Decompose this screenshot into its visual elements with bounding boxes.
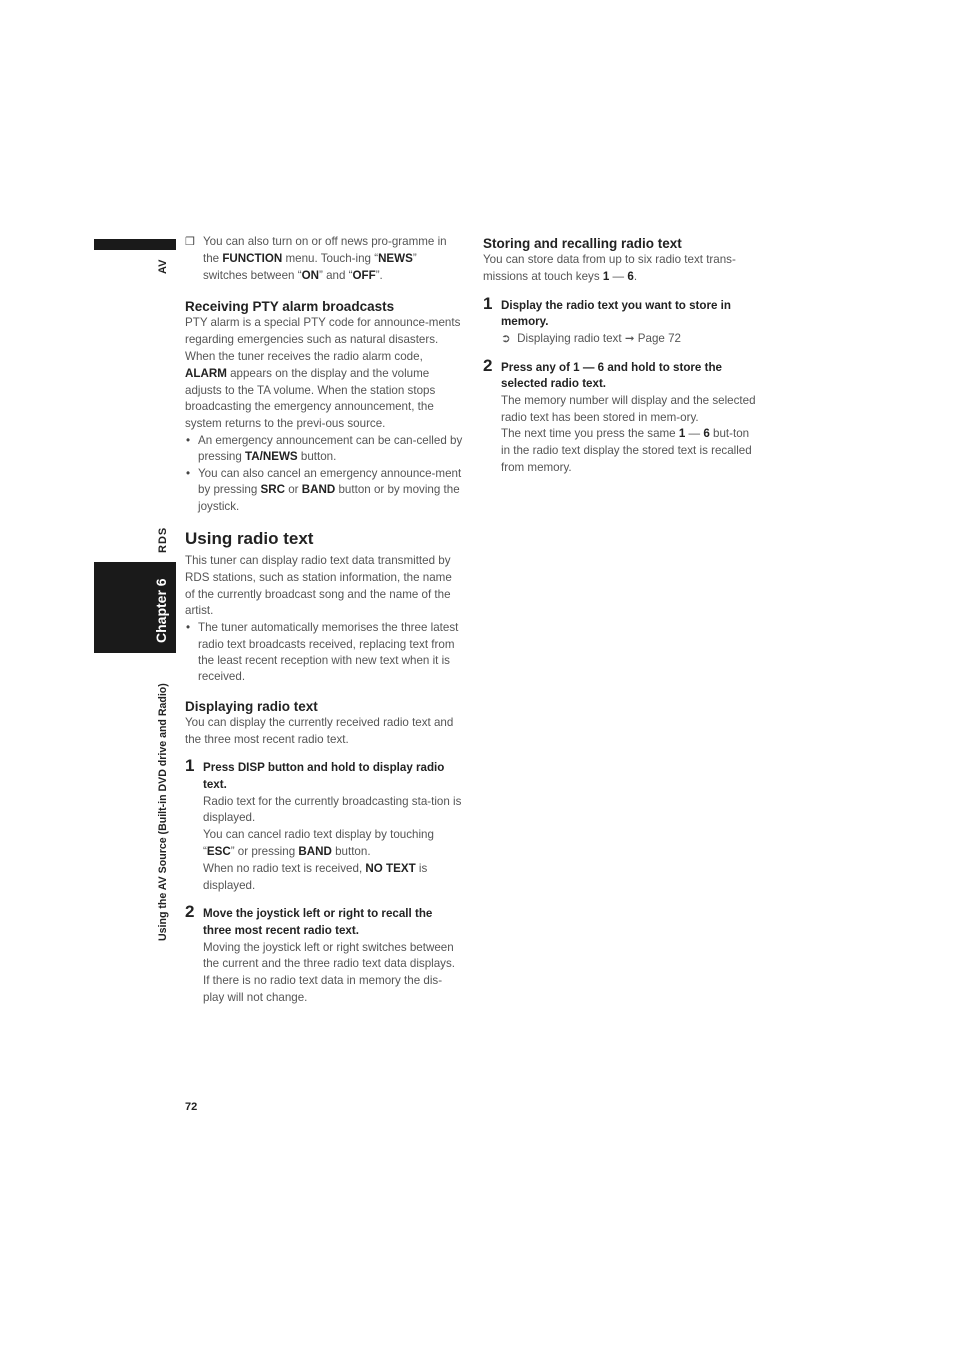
storing-heading: Storing and recalling radio text (483, 236, 682, 251)
storing-step-2 (483, 355, 761, 477)
list-item: • The tuner automatically memorises the three latest radio text broadcasts received, replacing text from the least recent reception with new text when it is received. (186, 621, 459, 684)
step-body: Radio text for the currently broadcasting sta-tion is displayed. (203, 794, 462, 825)
step-number: 2 (185, 902, 195, 922)
displaying-paragraph: You can display the currently received radio text and the three most recent radio text. (185, 715, 454, 746)
step-title: Move the joystick left or right to recall the three most recent radio text. (203, 907, 433, 937)
news-note-text: You can also turn on or off news pro-gramme in the FUNCTION menu. Touch-ing “NEWS” switches between “ON” and “OFF”. (203, 235, 447, 282)
page-number: 72 (185, 1101, 198, 1113)
sidebar-top-bar (94, 239, 176, 250)
page-reference: ➲ Displaying radio text ➞ Page 72 (501, 331, 681, 345)
storing-paragraph: You can store data from up to six radio text trans-missions at touch keys 1 — 6. (483, 253, 736, 283)
radio-text-paragraph: This tuner can display radio text data transmitted by RDS stations, such as station information, the name of the currently broadcast song and the name of the artist. (185, 554, 452, 618)
step-number: 1 (483, 293, 493, 313)
right-arrow-icon: ➞ (624, 331, 635, 345)
pty-heading: Receiving PTY alarm broadcasts (185, 299, 395, 315)
step-title: Press any of 1 — 6 and hold to store the selected radio text. (501, 360, 722, 391)
sidebar-rds-label: RDS (157, 526, 169, 553)
news-note (167, 234, 463, 284)
displaying-heading: Displaying radio text (185, 698, 318, 714)
step-number: 1 (185, 756, 195, 776)
step-body: Moving the joystick left or right switches between the current and the three radio text data displays. (203, 940, 455, 971)
displaying-step-2 (185, 902, 463, 1006)
step-body: The next time you press the same 1 — 6 but-ton in the radio text display the stored text is recalled from memory. (501, 427, 752, 474)
reference-arrow-icon: ➲ (501, 331, 511, 345)
pty-paragraph: PTY alarm is a special PTY code for announce-ments regarding emergencies such as natural disasters. When the tuner receives the radio alarm code, ALARM appears on the display and the volume adjusts to the TA volume. When the station stops broadcasting the emergency announcement, the system returns to the previ-ous source. (185, 316, 461, 431)
radio-text-heading: Using radio text (185, 529, 314, 548)
displaying-step-1 (185, 756, 463, 894)
sidebar-av-label: AV (157, 259, 169, 274)
step-title: Press DISP button and hold to display radio text. (203, 761, 445, 791)
left-column (185, 234, 463, 1007)
step-body: The memory number will display and the selected radio text has been stored in mem-ory. (501, 393, 756, 424)
step-number: 2 (483, 355, 493, 375)
step-title: Display the radio text you want to store in memory. (501, 298, 731, 329)
chapter-label: Chapter 6 (153, 578, 169, 643)
radio-text-bullets (185, 620, 463, 686)
step-body: If there is no radio text data in memory the dis-play will not change. (203, 974, 443, 1004)
list-item: • You can also cancel an emergency announce-ment by pressing SRC or BAND button or by moving the joystick. (186, 466, 462, 513)
step-body: You can cancel radio text display by touching “ESC” or pressing BAND button. (203, 828, 434, 858)
step-body: When no radio text is received, NO TEXT is displayed. (203, 861, 428, 892)
checkbox-bullet-icon: ❒ (185, 236, 195, 248)
right-column (483, 234, 761, 477)
pty-bullets (185, 433, 463, 515)
sidebar-vertical-title: Using the AV Source (Built-in DVD drive and Radio) (157, 683, 169, 941)
list-item: • An emergency announcement can be can-celled by pressing TA/NEWS button. (186, 433, 463, 464)
storing-step-1 (483, 293, 761, 348)
